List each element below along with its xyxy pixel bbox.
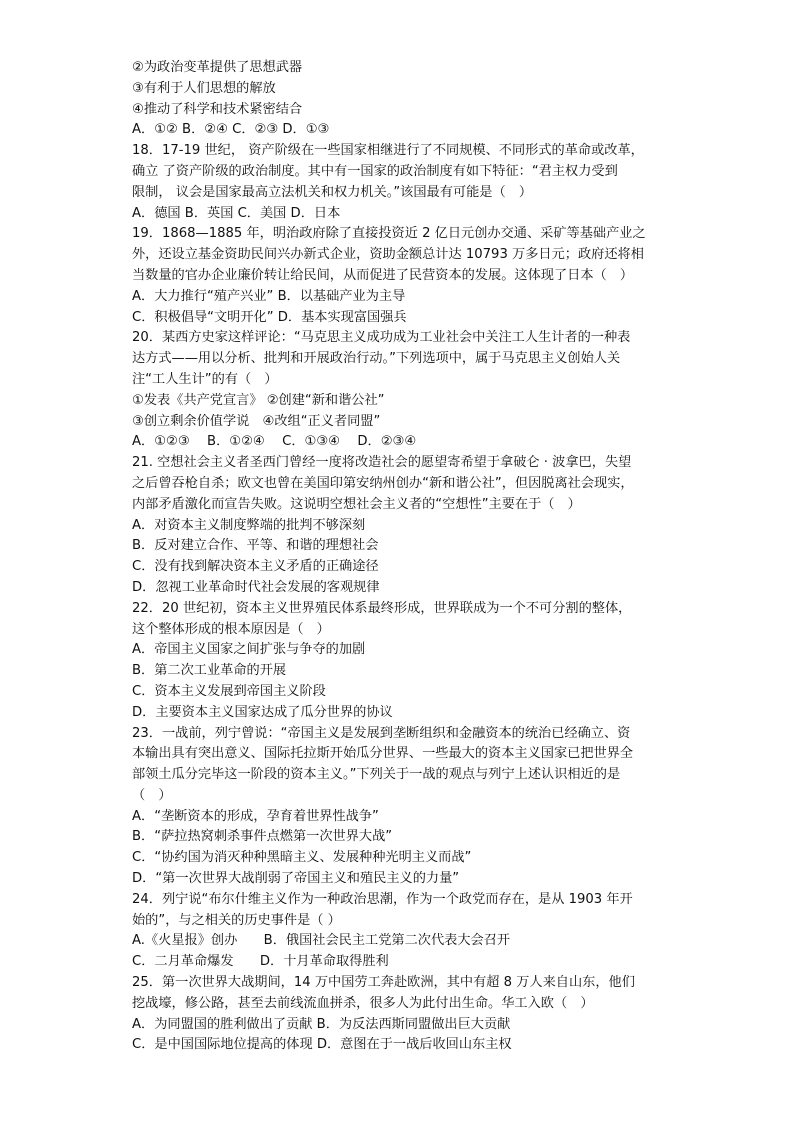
question-23-stem: 部领土瓜分完毕这一阶段的资本主义。”下列关于一战的观点与列宁上述认识相近的是: [132, 767, 621, 783]
answer-choice: B．“萨拉热窝刺杀事件点燃第一次世界大战”: [132, 829, 393, 845]
question-23-stem: 本输出具有突出意义、国际托拉斯开始瓜分世界、一些最大的资本主义国家已把世界全: [132, 746, 634, 762]
question-20-stem: 20．某西方史家这样评论：“马克思主义成功成为工业社会中关注工人生计者的一种表: [132, 330, 631, 346]
question-22-stem: 22．20 世纪初，资本主义世界殖民体系最终形成，世界联成为一个不可分割的整体，: [132, 600, 632, 616]
question-20-stem: 注“工人生计”的有（ ）: [132, 371, 278, 387]
answer-choice: C．资本主义发展到帝国主义阶段: [132, 683, 326, 699]
question-19-stem: 19．1868—1885 年，明治政府除了直接投资近 2 亿日元创办交通、采矿等基础产业之: [132, 226, 646, 242]
question-18-stem: 18．17-19 世纪， 资产阶级在一些国家相继进行了不同规模、不同形式的革命或改革，: [132, 143, 644, 159]
option-line: ②为政治变革提供了思想武器: [132, 60, 303, 75]
question-21-stem: 内部矛盾激化而宣告失败。这说明空想社会主义者的“空想性”主要在于（ ）: [132, 496, 581, 512]
question-24-stem: 24．列宁说“布尔什维主义作为一种政治思潮，作为一个政党而存在，是从 1903 年开: [132, 891, 633, 907]
answer-choices: A．①②③ B．①②④ C．①③④ D．②③④: [132, 434, 417, 450]
option-line: ①发表《共产党宣言》 ②创建“新和谐公社”: [132, 392, 385, 408]
answer-choice: C．“协约国为消灭种种黑暗主义、发展种种光明主义而战”: [132, 850, 472, 866]
option-line: ④推动了科学和技术紧密结合: [132, 101, 303, 117]
question-22-stem: 这个整体形成的根本原因是（ ）: [132, 621, 330, 637]
answer-choices: C．积极倡导“文明开化” D．基本实现富国强兵: [132, 309, 407, 325]
question-21-stem: 之后曾吞枪自杀；欧文也曾在美国印第安纳州创办“新和谐公社”，但因脱离社会现实，: [132, 475, 634, 491]
option-line: ③有利于人们思想的解放: [132, 80, 276, 96]
answer-choice: D．主要资本主义国家达成了瓜分世界的协议: [132, 704, 393, 720]
question-25-stem: 挖战壕，修公路，甚至去前线流血拼杀，很多人为此付出生命。华工入欧（ ）: [132, 995, 594, 1011]
option-line: ③创立剩余价值学说 ④改组“正义者同盟”: [132, 413, 381, 429]
question-18-stem: 限制， 议会是国家最高立法机关和权力机关。”该国最有可能是（ ）: [132, 184, 533, 200]
question-23-stem: 23．一战前，列宁曾说：“帝国主义是发展到垄断组织和金融资本的统治已经确立、资: [132, 725, 631, 741]
question-23-stem: （ ）: [132, 787, 172, 803]
answer-choice: A．“垄断资本的形成，孕育着世界性战争”: [132, 808, 379, 824]
answer-choices: C．是中国国际地位提高的体现 D．意图在于一战后收回山东主权: [132, 1037, 512, 1053]
answer-choices: A．德国 B．英国 C．美国 D．日本: [132, 205, 341, 221]
answer-choice: B．第二次工业革命的开展: [132, 663, 287, 679]
answer-choices: C．二月革命爆发 D．十月革命取得胜利: [132, 954, 389, 970]
answer-choices: A．为同盟国的胜利做出了贡献 B．为反法西斯同盟做出巨大贡献: [132, 1016, 511, 1032]
answer-choice: D．“第一次世界大战削弱了帝国主义和殖民主义的力量”: [132, 871, 460, 887]
answer-choices: A.《火星报》创办 B．俄国社会民主工党第二次代表大会召开: [132, 933, 511, 949]
answer-choice: C．没有找到解决资本主义矛盾的正确途径: [132, 559, 379, 575]
question-24-stem: 始的”，与之相关的历史事件是（ ）: [132, 912, 341, 928]
answer-choice: D．忽视工业革命时代社会发展的客观规律: [132, 579, 380, 595]
question-25-stem: 25．第一次世界大战期间，14 万中国劳工奔赴欧洲，其中有超 8 万人来自山东，他们: [132, 975, 635, 991]
answer-choices: A．大力推行“殖产兴业” B．以基础产业为主导: [132, 288, 406, 304]
question-20-stem: 达方式——用以分析、批判和开展政治行动。”下列选项中，属于马克思主义创始人关: [132, 351, 621, 367]
question-19-stem: 当数量的官办企业廉价转让给民间，从而促进了民营资本的发展。这体现了日本（ ）: [132, 267, 634, 283]
question-21-stem: 21. 空想社会主义者圣西门曾经一度将改造社会的愿望寄希望于拿破仑 · 波拿巴，失望: [132, 455, 632, 471]
answer-choices: A．①② B．②④ C．②③ D．①③: [132, 122, 330, 138]
exam-text: [132, 58, 672, 1056]
answer-choice: A．对资本主义制度弊端的批判不够深刻: [132, 517, 366, 533]
answer-choice: B．反对建立合作、平等、和谐的理想社会: [132, 538, 379, 554]
question-19-stem: 外，还设立基金资助民间兴办新式企业，资助金额总计达 10793 万多日元；政府还将相: [132, 247, 644, 263]
question-18-stem: 确立 了资产阶级的政治制度。其中有一国家的政治制度有如下特征：“君主权力受到: [132, 163, 618, 179]
answer-choice: A．帝国主义国家之间扩张与争夺的加剧: [132, 642, 366, 658]
